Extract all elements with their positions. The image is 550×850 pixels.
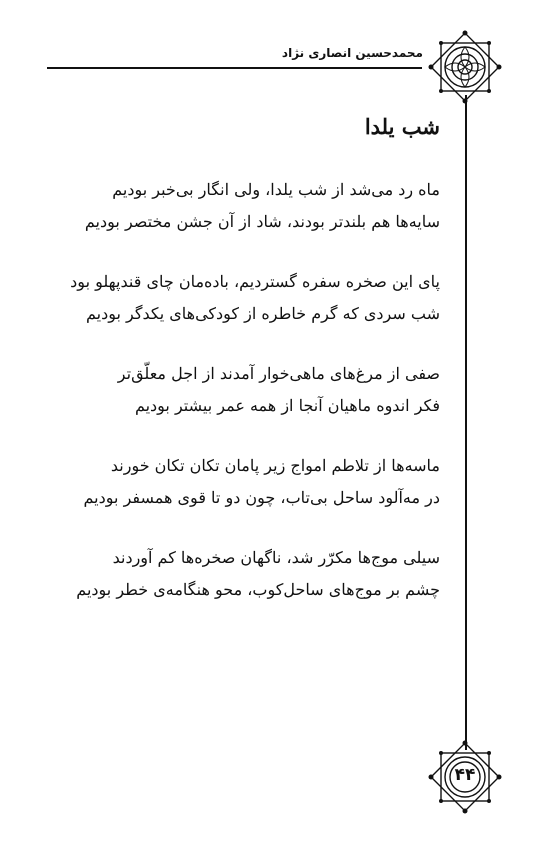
stanza [60, 542, 440, 606]
verse-line: سیلی موج‌ها مکرّر شد، ناگهان صخره‌ها کم آوردند [112, 548, 440, 567]
verse-line: ماسه‌ها از تلاطم امواج زیر پامان تکان تکان خورند [110, 456, 440, 475]
poem-title: شب یلدا [364, 114, 440, 139]
verse-line: ماه رد می‌شد از شب یلدا، ولی انگار بی‌خبر بودیم [112, 180, 440, 199]
stanza [60, 450, 440, 514]
verse-line: چشم بر موج‌های ساحل‌کوب، محو هنگامه‌ی خطر بودیم [76, 580, 440, 599]
verse-line: شب سردی که گرم خاطره از کودکی‌های یکدگر بودیم [86, 304, 440, 323]
verse-line: صفی از مرغ‌های ماهی‌خوار آمدند از اجل معلّق‌تر [117, 364, 440, 383]
stanza [60, 174, 440, 238]
author-name: محمدحسین انصاری نژاد [281, 46, 423, 60]
poem-body [60, 174, 440, 634]
verse-line: سایه‌ها هم بلندتر بودند، شاد از آن جشن مختصر بودیم [84, 212, 440, 231]
arabesque-rosette-icon [425, 27, 505, 107]
verse-line: در مه‌آلود ساحل بی‌تاب، چون دو تا قوی همسفر بودیم [83, 488, 440, 507]
stanza [60, 266, 440, 330]
verse-line: فکر اندوه ماهیان آنجا از همه عمر بیشتر بودیم [134, 396, 440, 415]
page-number: ۴۴ [454, 765, 476, 785]
header-rule [47, 67, 422, 69]
verse-line: پای این صخره سفره گستردیم، باده‌مان چای قندپهلو بود [70, 272, 440, 291]
margin-rule [465, 95, 467, 750]
stanza [60, 358, 440, 422]
